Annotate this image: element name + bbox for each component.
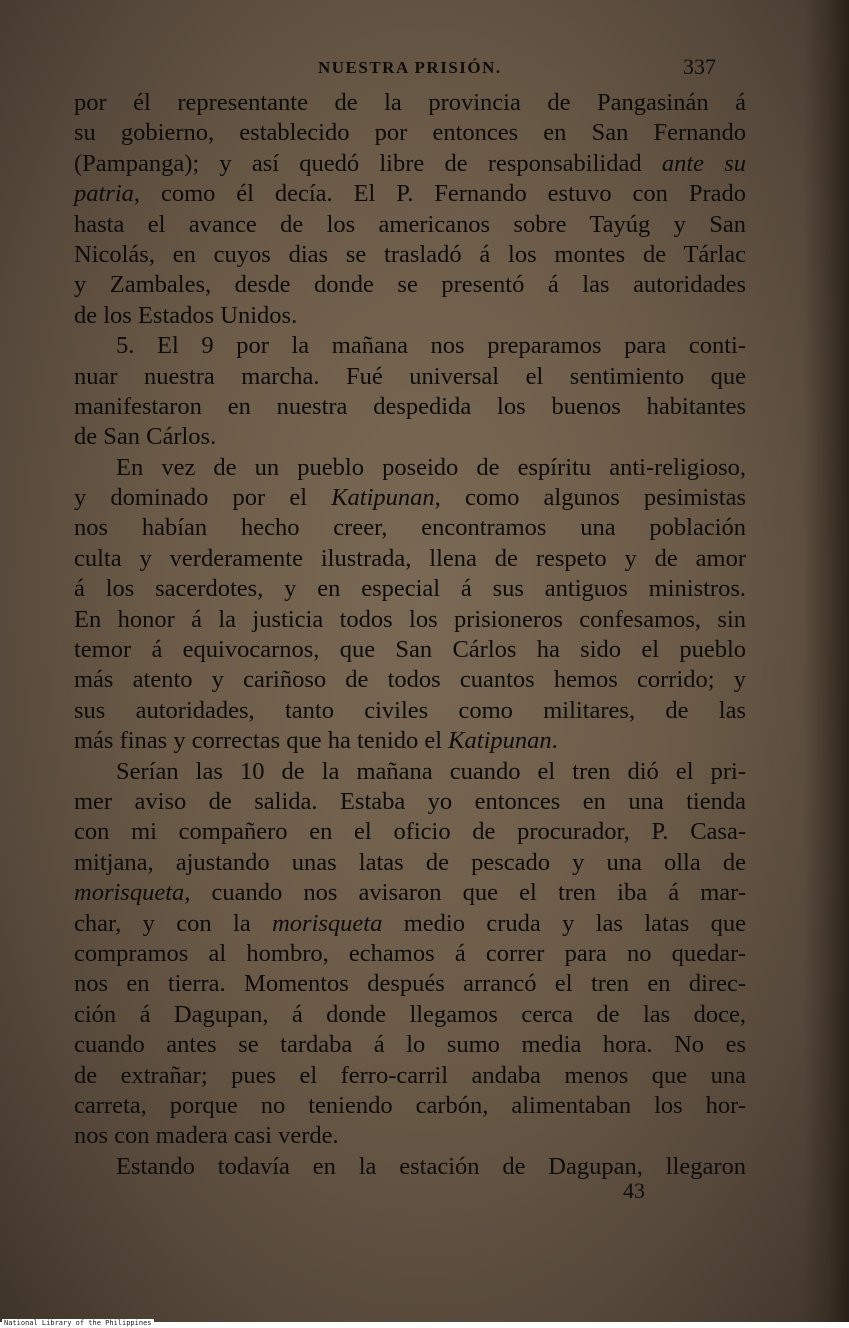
- line-text: mer aviso de salida. Estaba yo entonces en una tienda: [74, 787, 746, 815]
- line-text: de San Cárlos.: [74, 423, 217, 451]
- line-text-post: .: [551, 727, 558, 755]
- text-line: [74, 1061, 746, 1091]
- text-line: [74, 240, 746, 270]
- text-line: [74, 1030, 746, 1060]
- text-line: [74, 88, 746, 118]
- text-line: [74, 1000, 746, 1030]
- text-line: [74, 574, 746, 604]
- line-text-italic: morisqueta: [74, 879, 185, 907]
- line-text: por él representante de la provincia de Pangasinán á: [74, 89, 746, 116]
- line-text-pre: más finas y correctas que ha tenido el: [74, 727, 449, 755]
- text-line: [74, 362, 746, 392]
- line-text: temor á equivocarnos, que San Cárlos ha sido el pueblo: [74, 636, 746, 664]
- line-text: sus autoridades, tanto civiles como militares, de las: [74, 696, 746, 724]
- text-line: [74, 118, 746, 148]
- text-line: [74, 149, 746, 179]
- line-text: á los sacerdotes, y en especial á sus antiguos ministros.: [74, 575, 746, 603]
- text-line: [74, 331, 746, 361]
- page-number: 337: [683, 54, 716, 79]
- text-line: [74, 1152, 746, 1182]
- line-text-italic: ante su: [661, 149, 747, 177]
- line-text-italic: Katipunan: [331, 484, 435, 512]
- line-text: Serían las 10 de la mañana cuando el tren dió el pri-: [116, 757, 746, 785]
- line-text: carreta, porque no teniendo carbón, alimentaban los hor-: [74, 1091, 746, 1119]
- line-text: cuando antes se tardaba á lo sumo media hora. No es: [74, 1031, 746, 1059]
- text-line: [74, 179, 746, 209]
- line-text: nos con madera casi verde.: [74, 1122, 339, 1150]
- running-head: NUESTRA PRISIÓN.: [318, 58, 502, 77]
- line-text: nos en tierra. Momentos después arrancó el tren en direc-: [74, 970, 746, 998]
- text-line: [74, 726, 746, 756]
- line-text-italic: Katipunan: [448, 727, 552, 755]
- line-text: nuar nuestra marcha. Fué universal el sentimiento que: [74, 362, 746, 390]
- line-text: de extrañar; pues el ferro-carril andaba menos que una: [74, 1061, 746, 1089]
- line-text: su gobierno, establecido por entonces en San Fernando: [74, 119, 746, 147]
- line-text: más atento y cariñoso de todos cuantos hemos corrido; y: [74, 666, 746, 694]
- text-line: [74, 635, 746, 665]
- text-line: [74, 696, 746, 726]
- text-line: [74, 909, 746, 939]
- text-line: [74, 1121, 746, 1151]
- text-line: [74, 483, 746, 513]
- line-text: manifestaron en nuestra despedida los buenos habitantes: [74, 392, 746, 420]
- line-text: 5. El 9 por la mañana nos preparamos para conti-: [116, 332, 746, 360]
- line-text: ción á Dagupan, á donde llegamos cerca de las doce,: [74, 1000, 746, 1028]
- text-line: [74, 270, 746, 300]
- line-text: nos habían hecho creer, encontramos una población: [74, 514, 746, 542]
- text-line: [74, 665, 746, 695]
- line-text-pre: char, y con la: [74, 909, 273, 937]
- line-text-post: , como él decía. El P. Fernando estuvo con Prado: [133, 180, 746, 208]
- line-text-post: , como algunos pesimistas: [434, 484, 746, 512]
- text-line: [74, 817, 746, 847]
- line-text: mitjana, ajustando unas latas de pescado y una olla de: [74, 848, 746, 876]
- text-line: [74, 392, 746, 422]
- text-line: [74, 544, 746, 574]
- text-line: [74, 1091, 746, 1121]
- line-text: compramos al hombro, echamos á correr para no quedar-: [74, 939, 746, 967]
- text-line: [74, 939, 746, 969]
- line-text-italic: patria: [74, 180, 134, 208]
- line-text: con mi compañero en el oficio de procurador, P. Casa-: [74, 818, 746, 846]
- text-line: [74, 878, 746, 908]
- text-line: [74, 422, 746, 452]
- text-line: [74, 787, 746, 817]
- line-text: Estando todavía en la estación de Dagupan, llegaron: [116, 1152, 746, 1180]
- text-line: [74, 757, 746, 787]
- line-text-italic: morisqueta: [272, 909, 383, 937]
- signature-mark: 43: [623, 1178, 645, 1203]
- text-line: [74, 605, 746, 635]
- line-text: En vez de un pueblo poseido de espíritu anti-religioso,: [116, 453, 746, 481]
- text-line: [74, 453, 746, 483]
- footer-credit: National Library of the Philippines: [4, 1319, 152, 1327]
- text-line: [74, 513, 746, 543]
- line-text: hasta el avance de los americanos sobre Tayúg y San: [74, 210, 746, 238]
- text-line: [74, 848, 746, 878]
- body-text: [74, 88, 746, 1182]
- line-text-pre: y dominado por el: [74, 484, 332, 512]
- line-text-post: , cuando nos avisaron que el tren iba á mar-: [184, 879, 746, 907]
- line-text: y Zambales, desde donde se presentó á las autoridades: [74, 271, 746, 299]
- page-edge-shadow: [803, 0, 849, 1322]
- line-text-post: medio cruda y las latas que: [382, 909, 746, 937]
- line-text: En honor á la justicia todos los prisioneros confesamos, sin: [74, 605, 746, 633]
- line-text-pre: (Pampanga); y así quedó libre de responsabilidad: [74, 149, 662, 177]
- line-text: de los Estados Unidos.: [74, 301, 298, 329]
- line-text: culta y verderamente ilustrada, llena de respeto y de amor: [74, 544, 746, 572]
- text-line: [74, 301, 746, 331]
- text-line: [74, 210, 746, 240]
- page-header: [0, 52, 849, 82]
- text-line: [74, 969, 746, 999]
- line-text: Nicolás, en cuyos dias se trasladó á los montes de Tárlac: [74, 240, 746, 268]
